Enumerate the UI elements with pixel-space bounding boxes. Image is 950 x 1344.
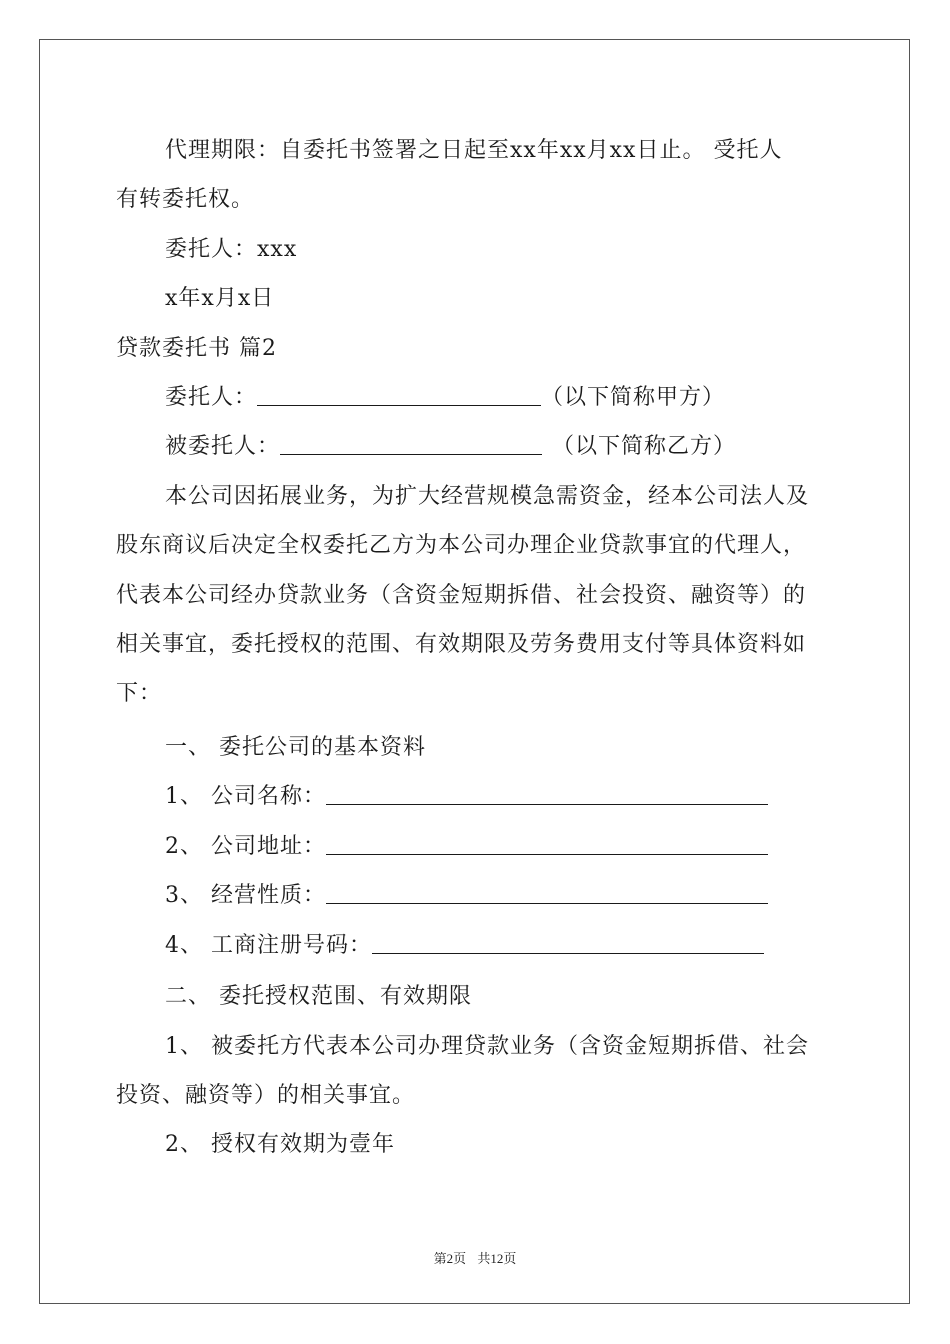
- paragraph-line: 投资、融资等）的相关事宜。: [116, 1083, 416, 1108]
- business-nature-blank: [326, 881, 768, 904]
- date-line: x年x月x日: [165, 286, 275, 311]
- page-total: 共12页: [477, 1251, 517, 1266]
- item-company-address: [165, 832, 768, 862]
- party-b-label: 被委托人：: [165, 434, 281, 459]
- paragraph-line: 2、 授权有效期为壹年: [165, 1132, 395, 1157]
- party-a-label: 委托人：: [165, 385, 258, 410]
- paragraph-line: 有转委托权。: [116, 187, 255, 212]
- page-footer: [0, 1248, 950, 1267]
- principal-line: 委托人：xxx: [165, 237, 298, 262]
- page-frame: [39, 39, 910, 1304]
- party-b-suffix: （以下简称乙方）: [552, 434, 737, 459]
- registration-number-blank: [372, 931, 764, 954]
- page-number: 第2页: [433, 1251, 467, 1266]
- paragraph-line: 股东商议后决定全权委托乙方为本公司办理企业贷款事宜的代理人，: [116, 533, 807, 558]
- company-address-blank: [326, 832, 768, 855]
- party-b-line: [165, 432, 736, 462]
- item-label: 4、 工商注册号码：: [165, 933, 372, 958]
- party-a-line: [165, 383, 725, 413]
- item-registration-number: [165, 931, 764, 961]
- company-name-blank: [326, 782, 768, 805]
- paragraph-line: 代表本公司经办贷款业务（含资金短期拆借、社会投资、融资等）的: [116, 583, 807, 608]
- party-b-blank: [280, 432, 542, 455]
- paragraph-line: 相关事宜，委托授权的范围、有效期限及劳务费用支付等具体资料如: [116, 632, 807, 657]
- item-label: 2、 公司地址：: [165, 834, 326, 859]
- item-company-name: [165, 782, 768, 812]
- party-a-blank: [257, 383, 541, 406]
- heading-basic-info: 一、 委托公司的基本资料: [165, 735, 426, 760]
- paragraph-line: 代理期限：自委托书签署之日起至xx年xx月xx日止。 受托人: [165, 138, 783, 163]
- item-label: 1、 公司名称：: [165, 784, 326, 809]
- item-label: 3、 经营性质：: [165, 883, 326, 908]
- party-a-suffix: （以下简称甲方）: [541, 385, 726, 410]
- item-business-nature: [165, 881, 768, 911]
- paragraph-line: 下：: [116, 681, 163, 706]
- paragraph-line: 1、 被委托方代表本公司办理贷款业务（含资金短期拆借、社会: [165, 1034, 809, 1059]
- heading-scope: 二、 委托授权范围、有效期限: [165, 984, 472, 1009]
- section-title: 贷款委托书 篇2: [116, 336, 277, 361]
- paragraph-line: 本公司因拓展业务，为扩大经营规模急需资金，经本公司法人及: [165, 484, 810, 509]
